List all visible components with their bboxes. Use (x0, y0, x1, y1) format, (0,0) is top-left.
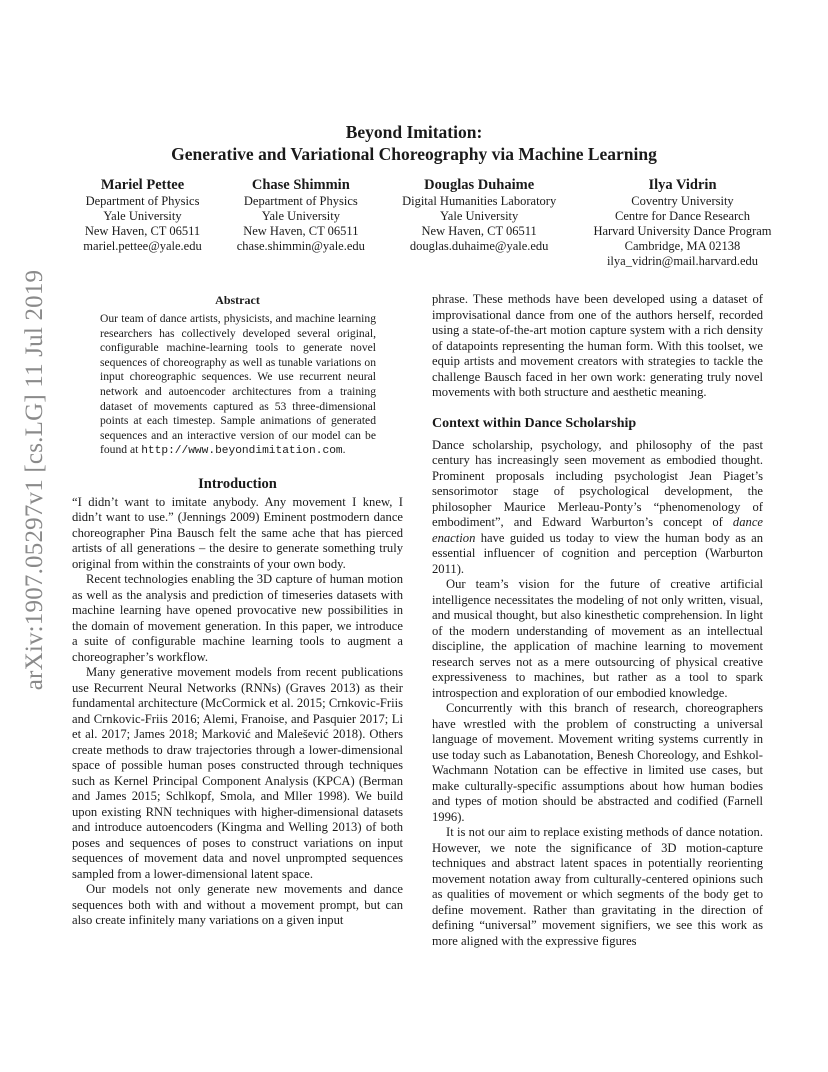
title-line-1: Beyond Imitation: (345, 122, 483, 142)
context-text: Dance scholarship, psychology, and philosophy of the past century has increasingly seen movement as embodied thought. Prominent proposals including psychologist Jean Piaget’s sensorimotor stage of psychological development, the philosopher Maurice Merleau-Ponty’s “phenomenology of embodiment”, and Edward Warburton’s concept of (432, 437, 763, 529)
context-paragraph: It is not our aim to replace existing methods of dance notation. However, we note the significance of 3D motion-capture techniques and abstract latent spaces in potentially reorienting movement notation away from culturally-centered opinions such as qualities of movement or which segments of the body get to define movement. Rather than gravitating in the direction of defining “universal” movement signifiers, we see this work as more aligned with the expressive figures (432, 825, 763, 948)
intro-paragraph: Our models not only generate new movements and dance sequences both with and without a movement prompt, but can also create infinitely many variations on a given input (72, 882, 403, 928)
abstract-heading: Abstract (215, 293, 260, 307)
introduction-heading: Introduction (198, 475, 277, 492)
intro-paragraph: Recent technologies enabling the 3D capture of human motion as well as the analysis and prediction of timeseries datasets with machine learning have opened provocative new possibilities in the domain of movement generation. In this paper, we introduce a suite of configurable machine learning tools to augment a choreographer’s workflow. (72, 572, 403, 664)
author-department: Centre for Dance Research (614, 209, 750, 223)
author-address: New Haven, CT 06511 (84, 224, 201, 238)
right-column (432, 292, 763, 949)
context-italic-term: dance enaction (432, 515, 763, 545)
abstract-end: . (342, 443, 346, 457)
author-department: Department of Physics (85, 194, 200, 208)
author-block (75, 176, 210, 269)
author-program: Harvard University Dance Program (593, 224, 772, 238)
intro-continuation-paragraph: phrase. These methods have been developed using a dataset of improvisational dance from one of the authors herself, recorded using a state-of-the-art motion capture system with a rich density of datapoints representing the human form. With this toolset, we equip artists and movement creators with strategies to tackle the challenge Bausch faced in her own work: generating truly novel movements with both structure and aesthetic meaning. (432, 292, 763, 399)
author-address: New Haven, CT 06511 (243, 224, 359, 238)
author-name: Douglas Duhaime (424, 177, 535, 193)
left-column (72, 292, 403, 929)
author-name: Chase Shimmin (251, 177, 350, 193)
author-name: Mariel Pettee (100, 177, 185, 193)
intro-paragraph: “I didn’t want to imitate anybody. Any movement I knew, I didn’t want to use.” (Jennings 2009) Eminent postmodern dance choreographer Pina Bausch felt the same ache that has pierced artists of all generations – the desire to generate something truly original from within the constraints of your own body. (72, 494, 403, 571)
author-department: Digital Humanities Laboratory (402, 194, 557, 208)
author-block (233, 176, 368, 269)
author-address: New Haven, CT 06511 (421, 224, 537, 238)
author-institution: Yale University (261, 209, 340, 223)
author-department: Department of Physics (243, 194, 358, 208)
context-text: have guided us today to view the human body as an essential influencer of cognition and perception (Warburton 2011). (432, 530, 763, 576)
author-address: Cambridge, MA 02138 (624, 239, 741, 253)
context-paragraph: Our team’s vision for the future of creative artificial intelligence necessitates the modeling of not only written, visual, and musical thought, but also kinesthetic comprehension. In light of the modern understanding of movement as an intellectual discipline, the application of machine learning to movement research serves not as a mere outsourcing of physical creative expressiveness to machines, but rather as a tool to spark introspection and exploration of our embodied knowledge. (432, 577, 763, 700)
intro-paragraph: Many generative movement models from recent publications use Recurrent Neural Networks (RNNs) (Graves 2013) as their fundamental architecture (McCormick et al. 2015; Crnkovic-Friis and Crnkovic-Friis 2016; Alemi, Franoise, and Pasquier 2017; Li et al. 2017; James 2018; Marković and Malešević 2018). Others create methods to draw trajectories through a lower-dimensional space of possible human poses constructed through techniques such as Kernel Principal Component Analysis (KPCA) (Berman and James 2015; Schlkopf, Smola, and Mller 1998). We build upon existing RNN techniques with higher-dimensional datasets and introduce autoencoders (Kingma and Welling 2013) of both poses and sequences of poses to construct variations on input sequences of movement data and novel unprompted sequences sampled from a lower-dimensional latent space. (72, 665, 403, 881)
author-email[interactable]: mariel.pettee@yale.edu (83, 239, 202, 253)
arxiv-identifier-stamp: arXiv:1907.05297v1 [cs.LG] 11 Jul 2019 (21, 269, 48, 691)
author-email[interactable]: douglas.duhaime@yale.edu (409, 239, 549, 253)
author-institution: Yale University (440, 209, 519, 223)
context-paragraph: Concurrently with this branch of research, choreographers have wrestled with the problem of constructing a universal language of movement. Movement writing systems currently in use today such as Labanotation, Benesh Choreology, and Eshkol-Wachmann Notation can be effective in limited use cases, but make culturally-specific assumptions about how human bodies and types of motion should be abstracted and codified (Farnell 1996). (432, 701, 763, 824)
abstract-body-text: Our team of dance artists, physicists, and machine learning researchers has collectively developed several original, configurable machine-learning tools to generate novel sequences of choreography as well as tunable variations on input choreographic sequences. We use recurrent neural network and autoencoder architectures from a training dataset of movements captured as 53 three-dimensional points at each timestep. Sample animations of generated sequences and an interactive version of our model can be found at (100, 312, 376, 457)
context-section-heading: Context within Dance Scholarship (432, 415, 637, 431)
author-email[interactable]: chase.shimmin@yale.edu (236, 239, 365, 253)
author-block (392, 176, 567, 269)
author-name: Ilya Vidrin (648, 177, 717, 193)
title-line-2: Generative and Variational Choreography via Machine Learning (171, 144, 657, 164)
author-institution: Yale University (103, 209, 182, 223)
project-url-link[interactable]: http://www.beyondimitation.com (141, 445, 343, 458)
author-block (590, 176, 775, 269)
author-institution: Coventry University (631, 194, 734, 208)
author-list (75, 176, 775, 269)
abstract-text (100, 312, 376, 459)
paper-title (0, 121, 828, 165)
context-paragraph (432, 438, 763, 578)
author-email[interactable]: ilya_vidrin@mail.harvard.edu (606, 254, 759, 268)
